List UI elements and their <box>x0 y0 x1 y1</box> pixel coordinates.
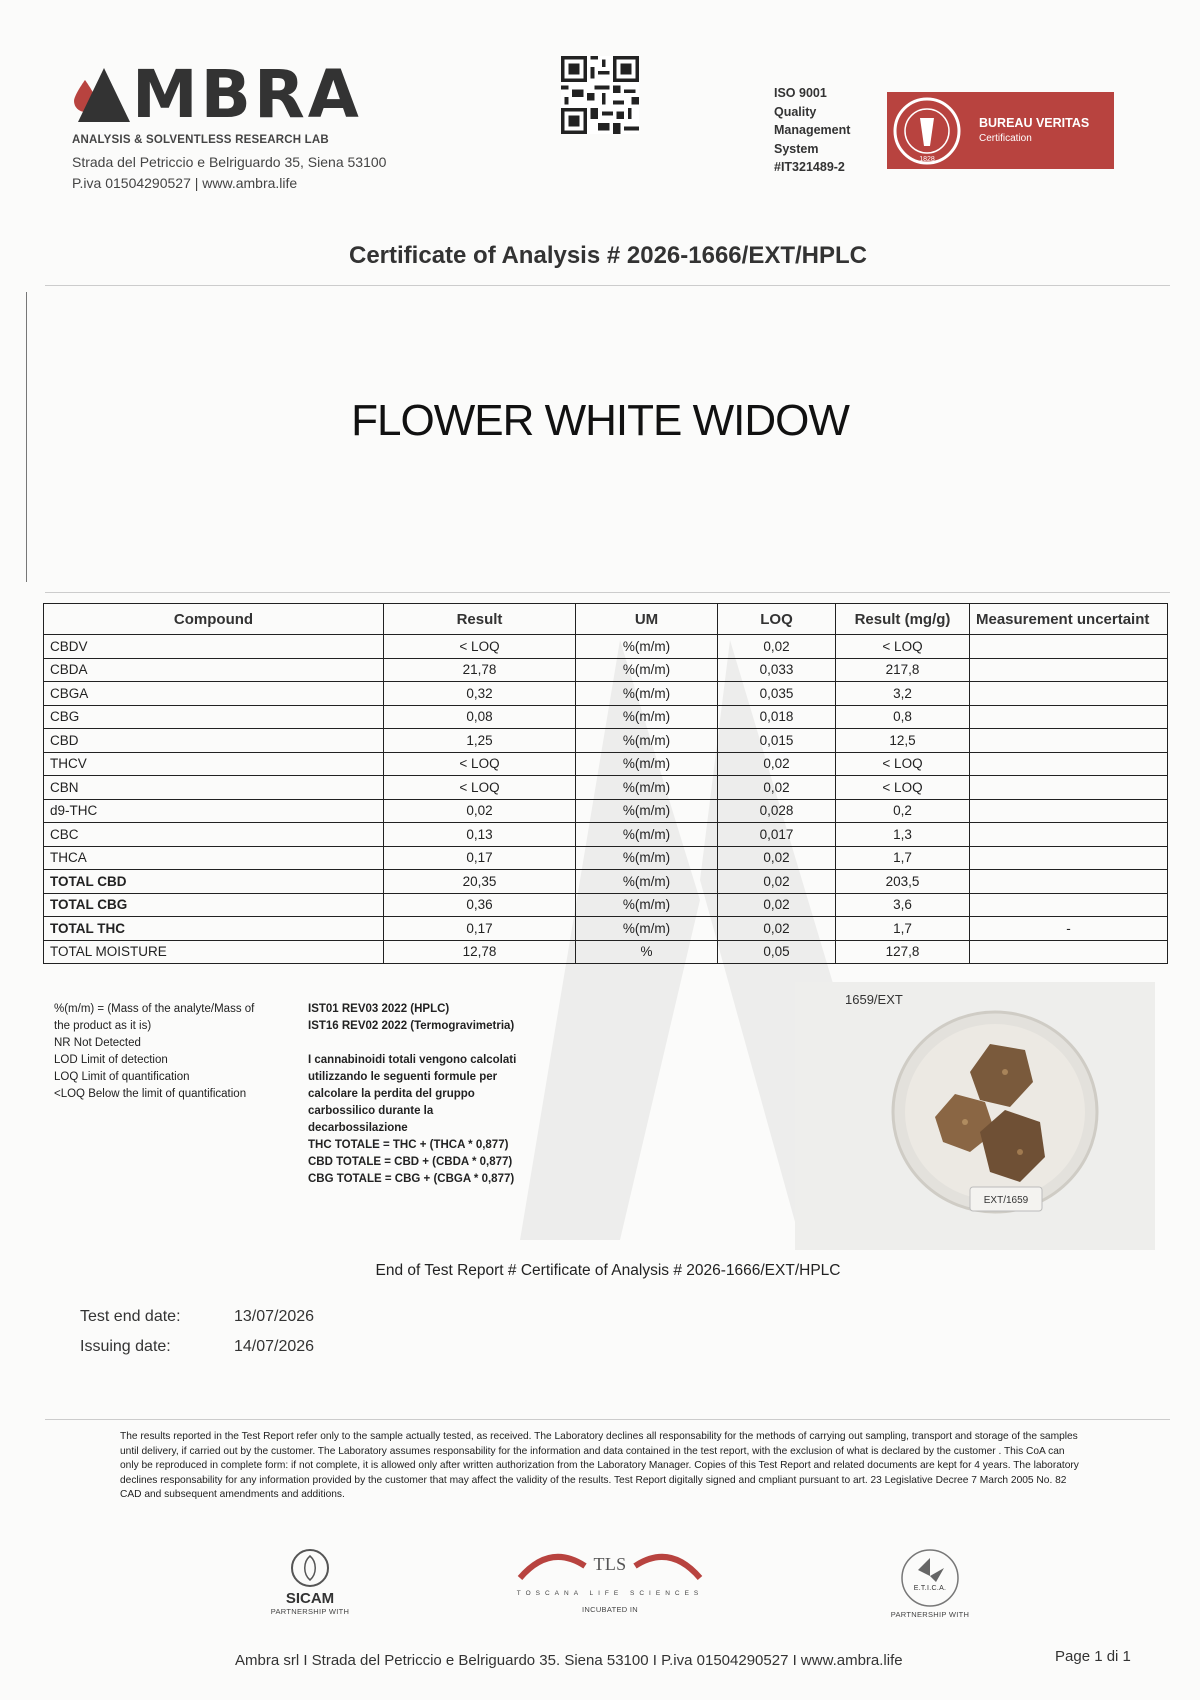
table-row <box>44 682 1168 706</box>
methods-line: CBG TOTALE = CBG + (CBGA * 0,877) <box>308 1173 515 1185</box>
cell-compound: TOTAL MOISTURE <box>44 940 384 964</box>
cell-loq: 0,02 <box>718 893 836 917</box>
cell-loq: 0,028 <box>718 799 836 823</box>
table-row <box>44 823 1168 847</box>
iso-line: Quality <box>774 104 817 119</box>
methods-line <box>308 1035 516 1052</box>
cell-um: % <box>576 940 718 964</box>
cell-uncertainty <box>970 729 1168 753</box>
dish-label: EXT/1659 <box>983 1195 1029 1206</box>
col-loq: LOQ <box>718 604 836 635</box>
sicam-caption: PARTNERSHIP WITH <box>270 1607 350 1616</box>
cell-result-mg: < LOQ <box>836 752 970 776</box>
cell-compound: CBG <box>44 705 384 729</box>
cell-um: %(m/m) <box>576 870 718 894</box>
results-table <box>43 603 1168 964</box>
cell-compound: TOTAL THC <box>44 917 384 941</box>
footer-address: Ambra srl I Strada del Petriccio e Belriguardo 35. Siena 53100 I P.iva 01504290527 I www.ambra.life <box>235 1652 903 1669</box>
tls-caption: INCUBATED IN <box>582 1605 638 1614</box>
table-row <box>44 846 1168 870</box>
ambra-logo <box>72 56 362 146</box>
table-row <box>44 752 1168 776</box>
cell-compound: CBGA <box>44 682 384 706</box>
cell-uncertainty <box>970 940 1168 964</box>
cell-uncertainty: - <box>970 917 1168 941</box>
cell-uncertainty <box>970 893 1168 917</box>
cell-um: %(m/m) <box>576 799 718 823</box>
abbreviation-legend <box>54 1001 254 1103</box>
methods-line: carbossilico durante la <box>308 1105 434 1117</box>
product-name: FLOWER WHITE WIDOW <box>351 396 849 445</box>
cell-um: %(m/m) <box>576 893 718 917</box>
table-row <box>44 940 1168 964</box>
table-row <box>44 776 1168 800</box>
cell-result: 21,78 <box>384 658 576 682</box>
methods-line: I cannabinoidi totali vengono calcolati <box>308 1054 517 1066</box>
col-uncertainty: Measurement uncertaint <box>970 604 1168 635</box>
disclaimer: The results reported in the Test Report refer only to the sample actually tested, as received. The Laboratory declines all responsability for the methods of carrying out sampling, transport and storage of the samples until delivery, if carried out by the customer. The Laboratory assumes responsability for the information and data contained in the test report, with the exclusion of what is declared by the customer . This CoA can only be reproduced in complete form: if not complete, it is allowed only after written authorization from the Laboratory Manager. Copies of this Test Report and related documents are kept for 4 years. The laboratory declines responsability for any information provided by the customer that may affect the validity of the results. Test Report digitally signed and cmpliant pursuant to art. 23 Legislative Decree 7 March 2005 No. 82 CAD and subsequent amendments and additions. <box>120 1431 1079 1500</box>
cell-result: 0,08 <box>384 705 576 729</box>
legend-line: NR Not Detected <box>54 1037 141 1049</box>
sicam-icon <box>287 1548 333 1588</box>
etica-logo <box>880 1548 980 1619</box>
bureau-veritas-badge <box>887 92 1114 169</box>
seal-year: 1828 <box>919 155 935 163</box>
cell-loq: 0,02 <box>718 776 836 800</box>
table-row <box>44 917 1168 941</box>
cell-loq: 0,018 <box>718 705 836 729</box>
cell-result: 0,17 <box>384 917 576 941</box>
cell-uncertainty <box>970 705 1168 729</box>
table-row <box>44 870 1168 894</box>
cell-uncertainty <box>970 846 1168 870</box>
page-number: Page 1 di 1 <box>1055 1648 1131 1665</box>
iso-line: ISO 9001 <box>774 86 827 100</box>
methods-line: decarbossilazione <box>308 1122 408 1134</box>
cell-uncertainty <box>970 658 1168 682</box>
test-end-value: 13/07/2026 <box>234 1308 315 1325</box>
cell-result-mg: 0,2 <box>836 799 970 823</box>
method-notes <box>308 1001 516 1188</box>
divider <box>45 592 1170 593</box>
methods-line: IST01 REV03 2022 (HPLC) <box>308 1003 450 1015</box>
tls-logo <box>510 1548 710 1614</box>
legend-line: the product as it is) <box>54 1020 152 1032</box>
methods-line: THC TOTALE = THC + (THCA * 0,877) <box>308 1139 509 1151</box>
cell-result-mg: 1,7 <box>836 846 970 870</box>
cell-uncertainty <box>970 682 1168 706</box>
cell-compound: CBC <box>44 823 384 847</box>
cell-result: 1,25 <box>384 729 576 753</box>
legend-line: LOQ Limit of quantification <box>54 1071 190 1083</box>
cell-result-mg: 0,8 <box>836 705 970 729</box>
cell-um: %(m/m) <box>576 823 718 847</box>
cell-uncertainty <box>970 870 1168 894</box>
cell-uncertainty <box>970 776 1168 800</box>
cell-result: < LOQ <box>384 635 576 659</box>
cell-compound: CBDV <box>44 635 384 659</box>
cell-loq: 0,017 <box>718 823 836 847</box>
legend-line: <LOQ Below the limit of quantification <box>54 1088 247 1100</box>
cell-loq: 0,02 <box>718 752 836 776</box>
divider <box>45 285 1170 286</box>
cell-um: %(m/m) <box>576 729 718 753</box>
cell-result: 20,35 <box>384 870 576 894</box>
cell-compound: THCA <box>44 846 384 870</box>
cell-result: 0,32 <box>384 682 576 706</box>
cell-loq: 0,015 <box>718 729 836 753</box>
legend-line: LOD Limit of detection <box>54 1054 168 1066</box>
table-row <box>44 729 1168 753</box>
cell-loq: 0,05 <box>718 940 836 964</box>
col-um: UM <box>576 604 718 635</box>
cell-uncertainty <box>970 752 1168 776</box>
cell-result-mg: < LOQ <box>836 635 970 659</box>
report-dates <box>80 1308 314 1368</box>
cell-result: < LOQ <box>384 776 576 800</box>
methods-line: calcolare la perdita del gruppo <box>308 1088 475 1100</box>
table-row <box>44 705 1168 729</box>
sample-dish-image <box>795 982 1155 1250</box>
cell-um: %(m/m) <box>576 705 718 729</box>
lab-address <box>72 152 386 194</box>
legend-line: %(m/m) = (Mass of the analyte/Mass of <box>54 1003 255 1015</box>
iso-line: Management <box>774 123 851 137</box>
cell-loq: 0,02 <box>718 635 836 659</box>
logo-text: MBRA <box>132 56 362 133</box>
table-row <box>44 658 1168 682</box>
issuing-label: Issuing date: <box>80 1338 171 1355</box>
qr-code <box>561 56 639 134</box>
cell-um: %(m/m) <box>576 682 718 706</box>
cell-result: 0,13 <box>384 823 576 847</box>
cell-result: < LOQ <box>384 752 576 776</box>
iso-line: System <box>774 141 819 156</box>
cell-result-mg: < LOQ <box>836 776 970 800</box>
test-end-label: Test end date: <box>80 1308 181 1325</box>
cell-result-mg: 3,2 <box>836 682 970 706</box>
methods-line: utilizzando le seguenti formule per <box>308 1071 498 1083</box>
methods-line: IST16 REV02 2022 (Termogravimetria) <box>308 1020 515 1032</box>
logo-a-shape <box>78 68 130 122</box>
iso-line: #IT321489-2 <box>774 160 845 174</box>
cell-result-mg: 127,8 <box>836 940 970 964</box>
cell-um: %(m/m) <box>576 752 718 776</box>
partner-logos <box>0 1548 1200 1628</box>
cell-result-mg: 203,5 <box>836 870 970 894</box>
cell-um: %(m/m) <box>576 917 718 941</box>
bv-subtitle: Certification <box>979 132 1032 144</box>
cell-loq: 0,02 <box>718 846 836 870</box>
sample-id: 1659/EXT <box>845 992 903 1007</box>
cell-uncertainty <box>970 799 1168 823</box>
cell-um: %(m/m) <box>576 658 718 682</box>
cell-compound: CBD <box>44 729 384 753</box>
issuing-value: 14/07/2026 <box>234 1338 315 1355</box>
logo-tagline: ANALYSIS & SOLVENTLESS RESEARCH LAB <box>72 134 329 146</box>
tls-name: TLS <box>593 1554 627 1574</box>
bv-title: BUREAU VERITAS <box>979 115 1090 130</box>
cell-compound: CBN <box>44 776 384 800</box>
cell-result-mg: 3,6 <box>836 893 970 917</box>
end-of-report: End of Test Report # Certificate of Analysis # 2026-1666/EXT/HPLC <box>375 1262 841 1279</box>
cell-loq: 0,02 <box>718 870 836 894</box>
cell-um: %(m/m) <box>576 846 718 870</box>
certificate-title: Certificate of Analysis # 2026-1666/EXT/HPLC <box>349 242 867 269</box>
sicam-name: SICAM <box>285 1590 335 1607</box>
divider <box>45 1419 1170 1420</box>
cell-um: %(m/m) <box>576 635 718 659</box>
sicam-logo <box>270 1548 350 1616</box>
address-line: Strada del Petriccio e Belriguardo 35, Siena 53100 <box>72 154 387 170</box>
cell-um: %(m/m) <box>576 776 718 800</box>
table-row <box>44 799 1168 823</box>
iso-certification <box>774 84 850 177</box>
cell-result-mg: 1,3 <box>836 823 970 847</box>
table-row <box>44 893 1168 917</box>
etica-name: E.T.I.C.A. <box>913 1585 947 1592</box>
sample-photo <box>795 982 1155 1250</box>
col-compound: Compound <box>44 604 384 635</box>
cell-result: 0,17 <box>384 846 576 870</box>
col-result-mg: Result (mg/g) <box>836 604 970 635</box>
vat-line: P.iva 01504290527 | www.ambra.life <box>72 175 298 191</box>
cell-compound: THCV <box>44 752 384 776</box>
cell-compound: CBDA <box>44 658 384 682</box>
cell-uncertainty <box>970 823 1168 847</box>
cell-compound: d9-THC <box>44 799 384 823</box>
cell-result: 0,36 <box>384 893 576 917</box>
table-row <box>44 635 1168 659</box>
cell-result: 0,02 <box>384 799 576 823</box>
methods-line: CBD TOTALE = CBD + (CBDA * 0,877) <box>308 1156 513 1168</box>
etica-icon <box>900 1548 960 1608</box>
seal-icon <box>892 96 962 166</box>
tls-icon <box>510 1548 710 1588</box>
cell-uncertainty <box>970 635 1168 659</box>
cell-compound: TOTAL CBG <box>44 893 384 917</box>
table-header-row <box>44 604 1168 635</box>
col-result: Result <box>384 604 576 635</box>
etica-caption: PARTNERSHIP WITH <box>890 1610 970 1619</box>
bureau-veritas-seal <box>887 92 967 169</box>
cell-loq: 0,02 <box>718 917 836 941</box>
cell-result-mg: 217,8 <box>836 658 970 682</box>
cell-loq: 0,033 <box>718 658 836 682</box>
cell-loq: 0,035 <box>718 682 836 706</box>
tls-subtitle: TOSCANA LIFE SCIENCES <box>516 1590 704 1597</box>
cell-result-mg: 12,5 <box>836 729 970 753</box>
cell-result-mg: 1,7 <box>836 917 970 941</box>
cell-result: 12,78 <box>384 940 576 964</box>
cell-compound: TOTAL CBD <box>44 870 384 894</box>
